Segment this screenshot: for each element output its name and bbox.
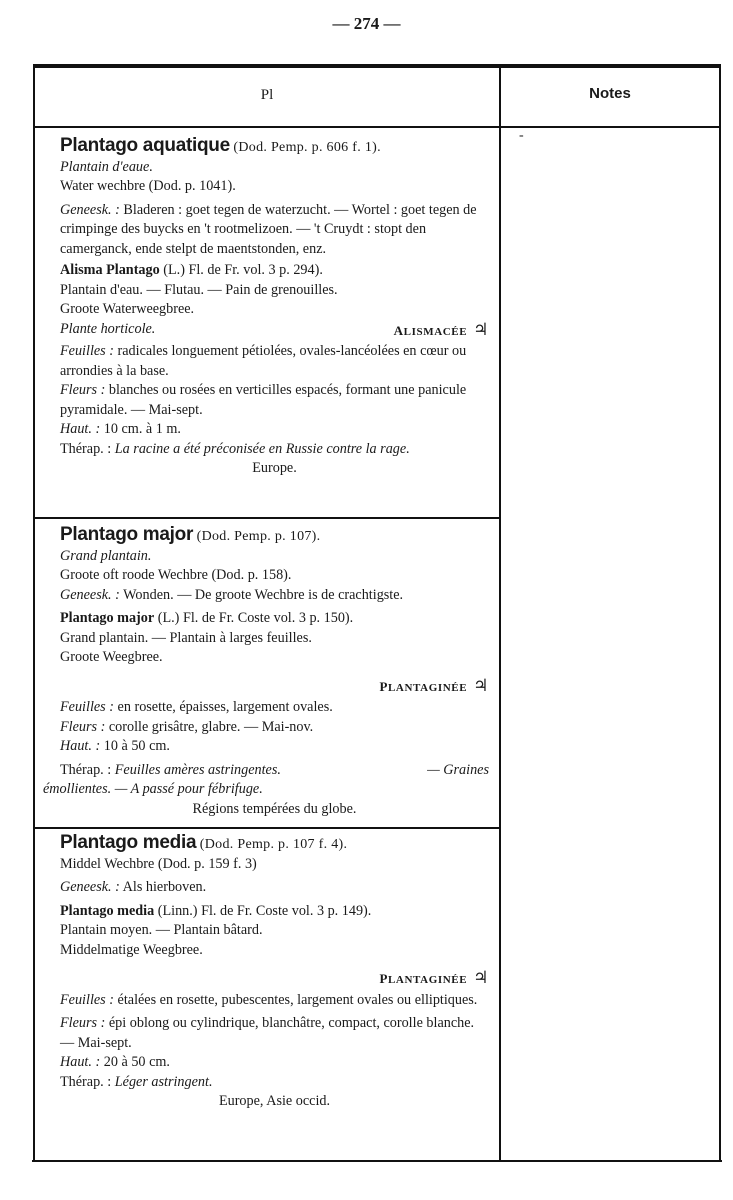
common-names-fr: Plantain d'eau. — Flutau. — Pain de grenouilles. [60, 281, 338, 298]
therap-line: Thérap. : Feuilles amères astringentes. — Graines [60, 761, 489, 778]
perennial-symbol: ♃ [473, 968, 489, 987]
region: Régions tempérées du globe. [192, 800, 357, 817]
header-pl: Pl [260, 87, 274, 103]
flemish-name: Water wechbre (Dod. p. 1041). [60, 178, 236, 194]
french-name: Plantain d'eaue. [60, 158, 153, 175]
scientific-ref: (Linn.) Fl. de Fr. Coste vol. 3 p. 149). [157, 902, 372, 919]
entry-title-ref: (Dod. Pemp. p. 606 f. 1). [233, 140, 381, 155]
geneesk-line [60, 878, 489, 898]
geneesk-line [60, 586, 489, 606]
header-notes: Notes [589, 85, 631, 102]
common-names-nl: Middelmatige Weegbree. [60, 941, 203, 958]
scientific-name: Plantago media [60, 902, 155, 919]
therap-line: Thérap. : La racine a été préconisée en Russie contre la rage. [60, 440, 410, 457]
geneesk-label: Geneesk. : [60, 879, 120, 895]
perennial-symbol: ♃ [473, 675, 489, 695]
geneesk-text: Wonden. — De groote Wechbre is de crachtigste. [123, 586, 404, 603]
plant-table [33, 64, 721, 1160]
family-label: PLANTAGINÉE ♃ [379, 968, 489, 987]
geneesk-label: Geneesk. : [60, 586, 120, 603]
entry-title: Plantago media [60, 832, 197, 853]
fleurs-line: Fleurs : épi oblong ou cylindrique, blanchâtre, compact, corolle blanche. — Mai-sept. [60, 1015, 475, 1051]
column-divider [499, 68, 501, 1160]
entry-title-ref: (Dod. Pemp. p. 107). [196, 529, 321, 544]
flemish-name: Groote oft roode Wechbre (Dod. p. 158). [60, 567, 292, 583]
table-header [35, 68, 719, 128]
page-number: — 274 — [332, 14, 401, 33]
french-name: Grand plantain. [60, 547, 152, 564]
feuilles-line: Feuilles : étalées en rosette, pubescentes, largement ovales ou elliptiques. [60, 991, 478, 1008]
fleurs-line: Fleurs : blanches ou rosées en verticilles espacés, formant une panicule pyramidale. — Mai-sept. [60, 382, 467, 418]
fleurs-line: Fleurs : corolle grisâtre, glabre. — Mai-nov. [60, 718, 314, 735]
family-label: ALISMACÉE ♃ [393, 319, 489, 339]
family-label: PLANTAGINÉE ♃ [379, 675, 489, 695]
entry-plantago-aquatique [35, 132, 499, 519]
entry-plantago-major [35, 521, 499, 829]
entry-title-ref: (Dod. Pemp. p. 107 f. 4). [199, 837, 348, 852]
common-names-nl: Groote Waterweegbree. [60, 301, 195, 317]
scientific-name: Plantago major [60, 610, 155, 626]
geneesk-text: Bladeren : goet tegen de waterzucht. — Wortel : goet tegen de crimpinge des buycks en 't rootmelizoen. — 't Cruydt : stopt den camerganck, ende stelpt de maentstonden, enz. [60, 201, 477, 257]
haut-line: Haut. : 20 à 50 cm. [60, 1054, 170, 1070]
common-names-nl: Groote Weegbree. [60, 649, 163, 665]
scientific-ref: (L.) Fl. de Fr. vol. 3 p. 294). [163, 262, 323, 278]
entry-title: Plantago aquatique [60, 135, 230, 156]
common-names-fr: Grand plantain. — Plantain à larges feuilles. [60, 629, 312, 646]
scientific-ref: (L.) Fl. de Fr. Coste vol. 3 p. 150). [157, 610, 354, 626]
haut-line: Haut. : 10 cm. à 1 m. [60, 421, 181, 437]
geneesk-line [60, 201, 489, 260]
feuilles-line: Feuilles : en rosette, épaisses, largement ovales. [60, 699, 333, 715]
perennial-symbol: ♃ [473, 319, 489, 339]
cultivation-note: Plante horticole. [60, 320, 156, 337]
feuilles-line: Feuilles : radicales longuement pétiolées, ovales-lancéolées en cœur ou arrondies à la base. [60, 343, 467, 379]
therap-line: Thérap. : Léger astringent. [60, 1073, 213, 1090]
common-names-fr: Plantain moyen. — Plantain bâtard. [60, 922, 263, 938]
haut-line: Haut. : 10 à 50 cm. [60, 738, 170, 754]
therap-line-cont: émollientes. — A passé pour fébrifuge. [43, 781, 263, 797]
scientific-name: Alisma Plantago [60, 262, 160, 278]
table-bottom-rule [32, 1160, 722, 1162]
region: Europe, Asie occid. [218, 1093, 331, 1109]
notes-mark: - [519, 128, 524, 143]
geneesk-label: Geneesk. : [60, 201, 120, 218]
geneesk-text: Als hierboven. [122, 879, 207, 895]
region: Europe. [252, 460, 297, 476]
flemish-name: Middel Wechbre (Dod. p. 159 f. 3) [60, 855, 257, 872]
entry-title: Plantago major [60, 524, 194, 545]
entry-plantago-media [35, 831, 499, 1160]
